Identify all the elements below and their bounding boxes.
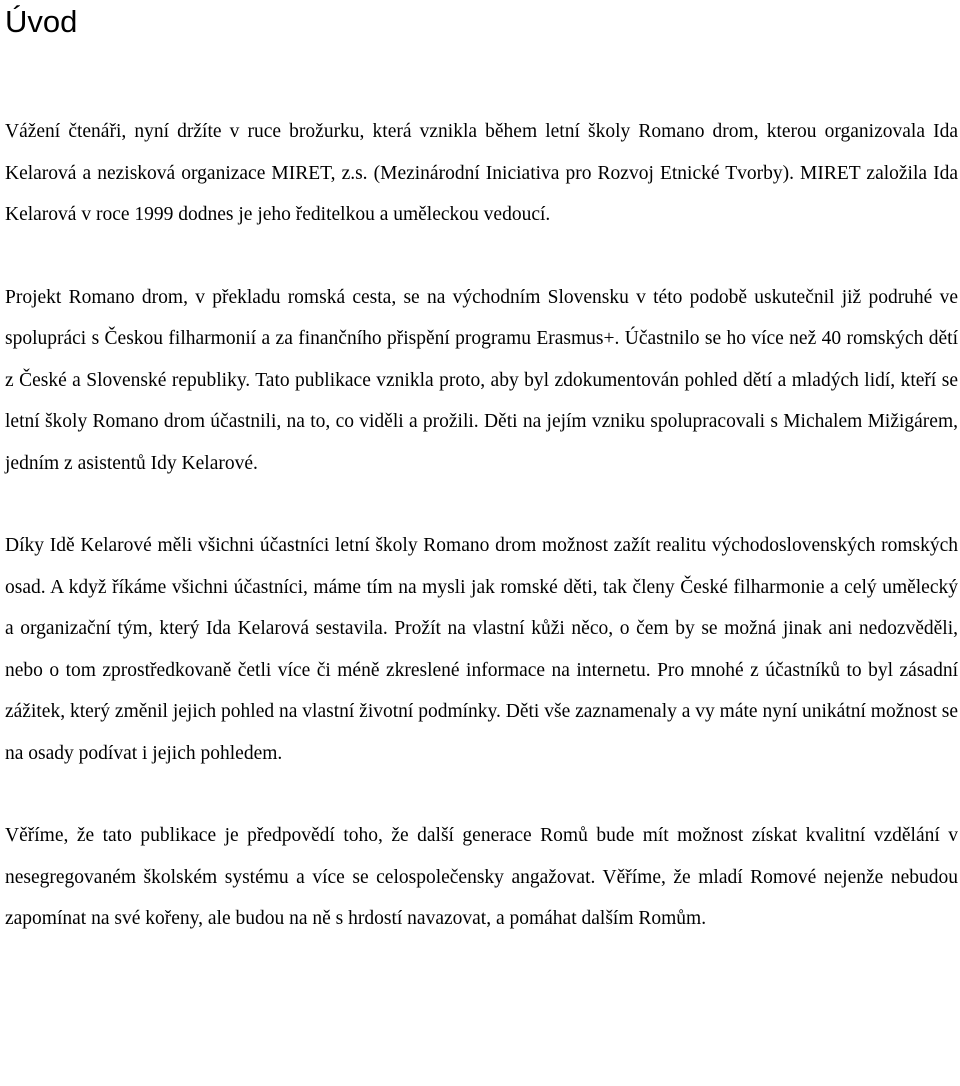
page-title: Úvod	[5, 4, 78, 39]
paragraph-hope: Věříme, že tato publikace je předpovědí toho, že další generace Romů bude mít možnost získat kvalitní vzdělání v nesegregovaném školském systému a více se celospolečensky angažovat. Věříme, že mladí Romové nejenže nebudou zapomínat na své kořeny, ale budou na ně s hrdostí navazovat, a pomáhat dalším Romům.	[5, 825, 958, 929]
paragraph-intro: Vážení čtenáři, nyní držíte v ruce brožurku, která vznikla během letní školy Romano drom, kterou organizovala Ida Kelarová a nezisková organizace MIRET, z.s. (Mezinárodní Iniciativa pro Rozvoj Etnické Tvorby). MIRET založila Ida Kelarová v roce 1999 dodnes je jeho ředitelkou a uměleckou vedoucí.	[5, 121, 958, 225]
paragraph-experience: Díky Idě Kelarové měli všichni účastníci letní školy Romano drom možnost zažít realitu východoslovenských romských osad. A když říkáme všichni účastníci, máme tím na mysli jak romské děti, tak členy České filharmonie a celý umělecký a organizační tým, který Ida Kelarová sestavila. Prožít na vlastní kůži něco, o čem by se možná jinak ani nedozvěděli, nebo o tom zprostředkovaně četli více či méně zkreslené informace na internetu. Pro mnohé z účastníků to byl zásadní zážitek, který změnil jejich pohled na vlastní životní podmínky. Děti vše zaznamenaly a vy máte nyní unikátní možnost se na osady podívat i jejich pohledem.	[5, 535, 958, 764]
document-page	[5, 0, 958, 940]
paragraph-project: Projekt Romano drom, v překladu romská cesta, se na východním Slovensku v této podobě uskutečnil již podruhé ve spolupráci s Českou filharmonií a za finančního přispění programu Erasmus+. Účastnilo se ho více než 40 romských dětí z České a Slovenské republiky. Tato publikace vznikla proto, aby byl zdokumentován pohled dětí a mladých lidí, kteří se letní školy Romano drom účastnili, na to, co viděli a prožili. Děti na jejím vzniku spolupracovali s Michalem Mižigárem, jedním z asistentů Idy Kelarové.	[5, 286, 958, 474]
